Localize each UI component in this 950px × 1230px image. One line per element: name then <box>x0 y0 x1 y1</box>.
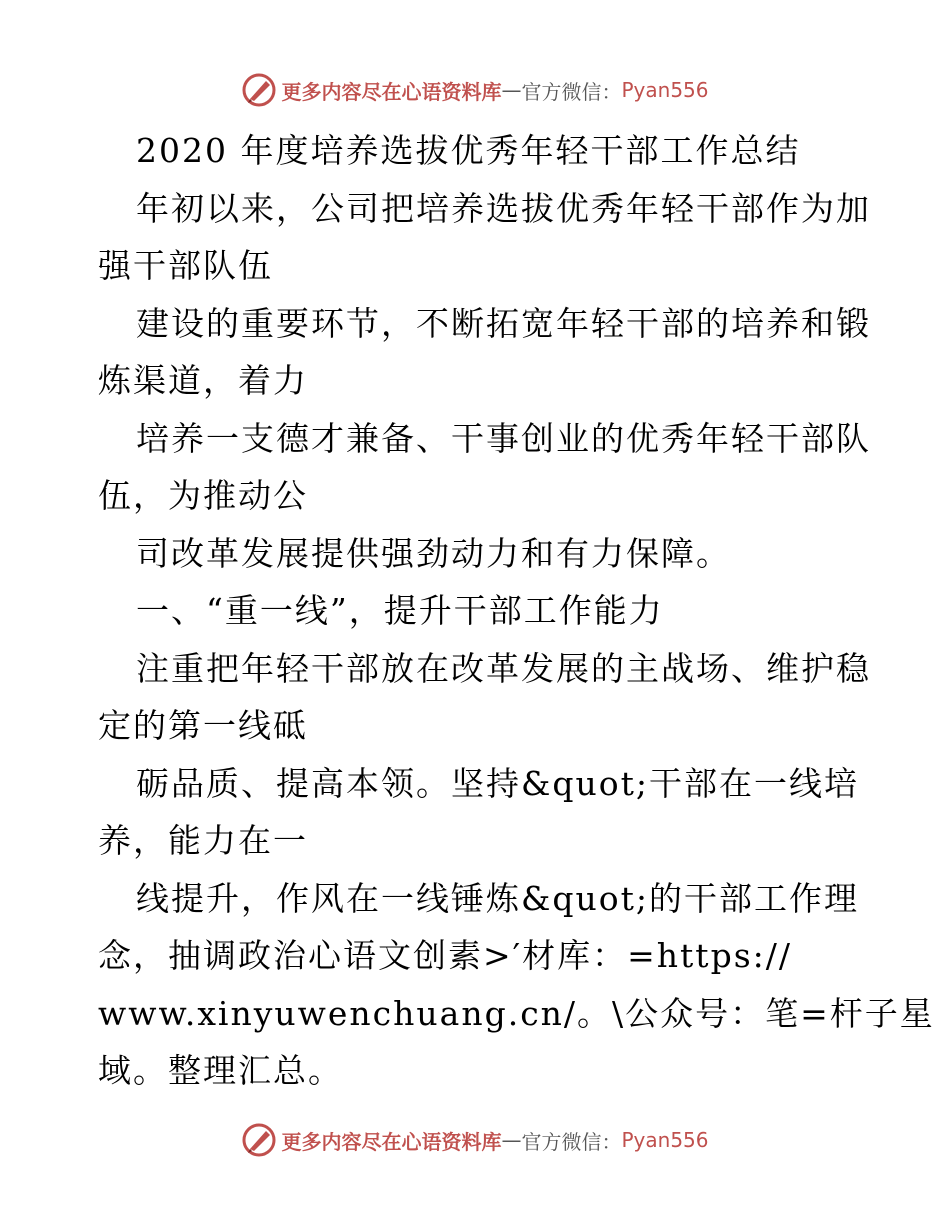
text-line: 炼渠道，着力 <box>98 361 308 400</box>
pen-logo-icon <box>241 1122 277 1158</box>
banner-main-text: 更多内容尽在心语资料库 <box>281 1129 502 1154</box>
pen-logo-icon <box>241 72 277 108</box>
text-line: 培养一支德才兼备、干事创业的优秀年轻干部队 <box>136 418 871 458</box>
text-line: 念，抽调政治心语文创素>′材库：=https:// <box>98 936 792 975</box>
header-banner <box>0 70 950 110</box>
text-line: 年初以来，公司把培养选拔优秀年轻干部作为加 <box>136 188 871 228</box>
banner-account-label: 官方微信： <box>521 79 622 104</box>
text-line: 定的第一线砥 <box>98 706 308 745</box>
banner-main-text: 更多内容尽在心语资料库 <box>281 79 502 104</box>
text-line: 注重把年轻干部放在改革发展的主战场、维护稳 <box>136 648 871 688</box>
banner-account-label: 官方微信： <box>521 1129 622 1154</box>
text-line: 域。整理汇总。 <box>98 1051 343 1090</box>
banner-dash: — <box>501 78 522 102</box>
text-line: www.xinyuwenchuang.cn/。\公众号：笔=杆子星 <box>98 993 935 1033</box>
text-line: 线提升，作风在一线锤炼&quot;的干部工作理 <box>136 878 859 918</box>
section-heading: 一、“重一线”，提升干部工作能力 <box>136 591 664 630</box>
text-line: 伍，为推动公 <box>98 476 308 515</box>
text-line: 强干部队伍 <box>98 246 273 285</box>
banner-wechat-id: Pyan556 <box>621 1128 709 1152</box>
text-line: 砺品质、提高本领。坚持&quot;干部在一线培 <box>136 763 859 803</box>
document-body <box>98 122 935 1100</box>
text-line: 司改革发展提供强劲动力和有力保障。 <box>136 533 731 573</box>
banner-wechat-id: Pyan556 <box>621 78 709 102</box>
text-line: 建设的重要环节，不断拓宽年轻干部的培养和锻 <box>136 303 871 343</box>
banner-dash: — <box>501 1128 522 1152</box>
text-line: 养，能力在一 <box>98 821 308 860</box>
footer-banner <box>0 1120 950 1160</box>
document-title: 2020 年度培养选拔优秀年轻干部工作总结 <box>136 131 801 170</box>
